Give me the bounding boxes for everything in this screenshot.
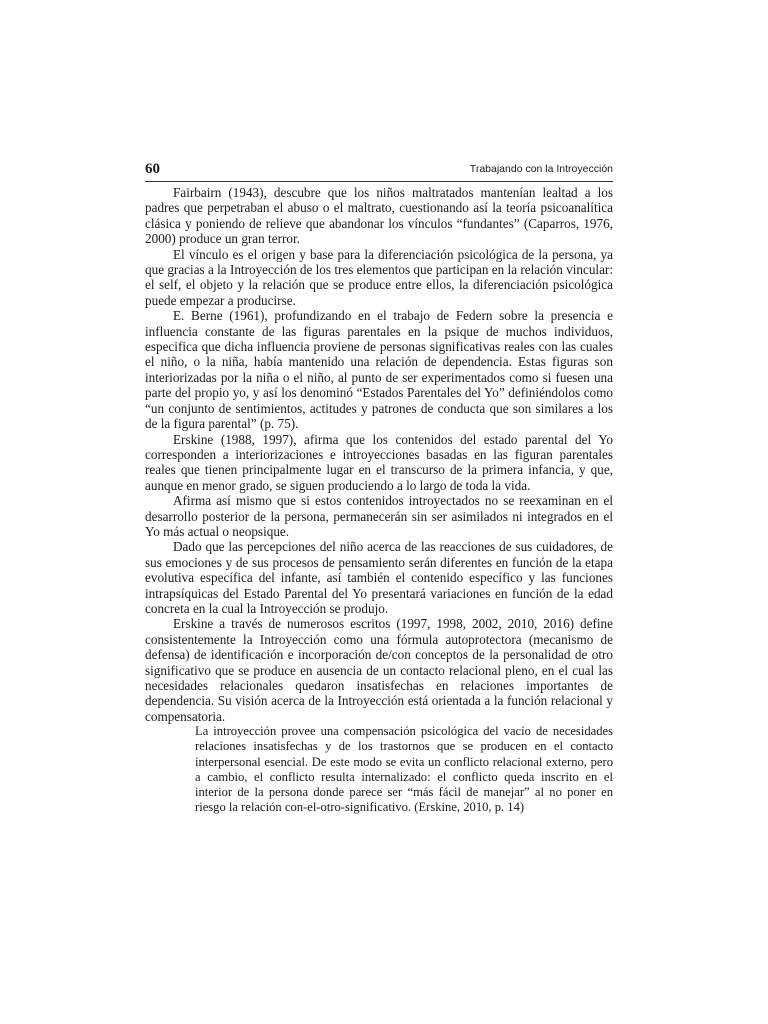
paragraph-berne: E. Berne (1961), profundizando en el trabajo de Federn sobre la presencia e influencia constante de las figuras parentales en la psique de muchos individuos, especifica que dicha influencia proviene de personas significativas reales con las cuales el niño, o la niña, había mantenido una relación de dependencia. Estas figuras son interiorizadas por la niña o el niño, al punto de ser experimentados como si fuesen una parte del propio yo, y así los denominó “Estados Parentales del Yo” definiéndolos como “un conjunto de sentimientos, actitudes y patrones de conducta que son similares a los de la figura parental” (p. 75).	[145, 308, 613, 432]
paragraph-fairbairn: Fairbairn (1943), descubre que los niños maltratados mantenían lealtad a los padres que perpetraban el abuso o el maltrato, cuestionando así la teoría psicoanalítica clásica y poniendo de relieve que abandonar los vínculos “fundantes” (Caparros, 1976, 2000) produce un gran terror.	[145, 185, 613, 247]
block-quote: La introyección provee una compensación psicológica del vacío de necesidades relaciones insatisfechas y de los trastornos que se producen en el contacto interpersonal esencial. De este modo se evita un conflicto relacional externo, pero a cambio, el conflicto resulta internalizado: el conflicto queda inscrito en el interior de la persona donde parece ser “más fácil de manejar” al no poner en riesgo la relación con-el-otro-significativo. (Erskine, 2010, p. 14)	[195, 724, 613, 815]
paragraph-afirma: Afirma así mismo que si estos contenidos introyectados no se reexaminan en el desarrollo posterior de la persona, permanecerán sin ser asimilados ni integrados en el Yo más actual o neopsique.	[145, 493, 613, 539]
paragraph-vinculo: El vínculo es el origen y base para la diferenciación psicológica de la persona, ya que gracias a la Introyección de los tres elementos que participan en la relación vincular: el self, el objeto y la relación que se produce entre ellos, la diferenciación psicológica puede empezar a producirse.	[145, 246, 613, 308]
page-number: 60	[145, 161, 160, 177]
running-title: Trabajando con la Introyección	[469, 163, 613, 175]
paragraph-erskine-escritos: Erskine a través de numerosos escritos (1997, 1998, 2002, 2010, 2016) define consistentemente la Introyección como una fórmula autoprotectora (mecanismo de defensa) de identificación e incorporación de/con conceptos de la personalidad de otro significativo que se produce en ausencia de un contacto relacional pleno, en el cual las necesidades relacionales quedaron insatisfechas en relaciones importantes de dependencia. Su visión acerca de la Introyección está orientada a la función relacional y compensatoria.	[145, 616, 613, 724]
paragraph-erskine-1988: Erskine (1988, 1997), afirma que los contenidos del estado parental del Yo corresponden a interiorizaciones e introyecciones basadas en las figuran parentales reales que tienen principalmente lugar en el transcurso de la primera infancia, y que, aunque en menor grado, se siguen produciendo a lo largo de toda la vida.	[145, 431, 613, 493]
page-header	[145, 160, 613, 178]
body-text	[145, 185, 613, 815]
header-rule	[145, 181, 613, 182]
paragraph-percepciones: Dado que las percepciones del niño acerca de las reacciones de sus cuidadores, de sus emociones y de sus procesos de pensamiento serán diferentes en función de la etapa evolutiva específica del infante, así también el contenido específico y las funciones intrapsíquicas del Estado Parental del Yo presentará variaciones en función de la edad concreta en la cual la Introyección se produjo.	[145, 539, 613, 616]
